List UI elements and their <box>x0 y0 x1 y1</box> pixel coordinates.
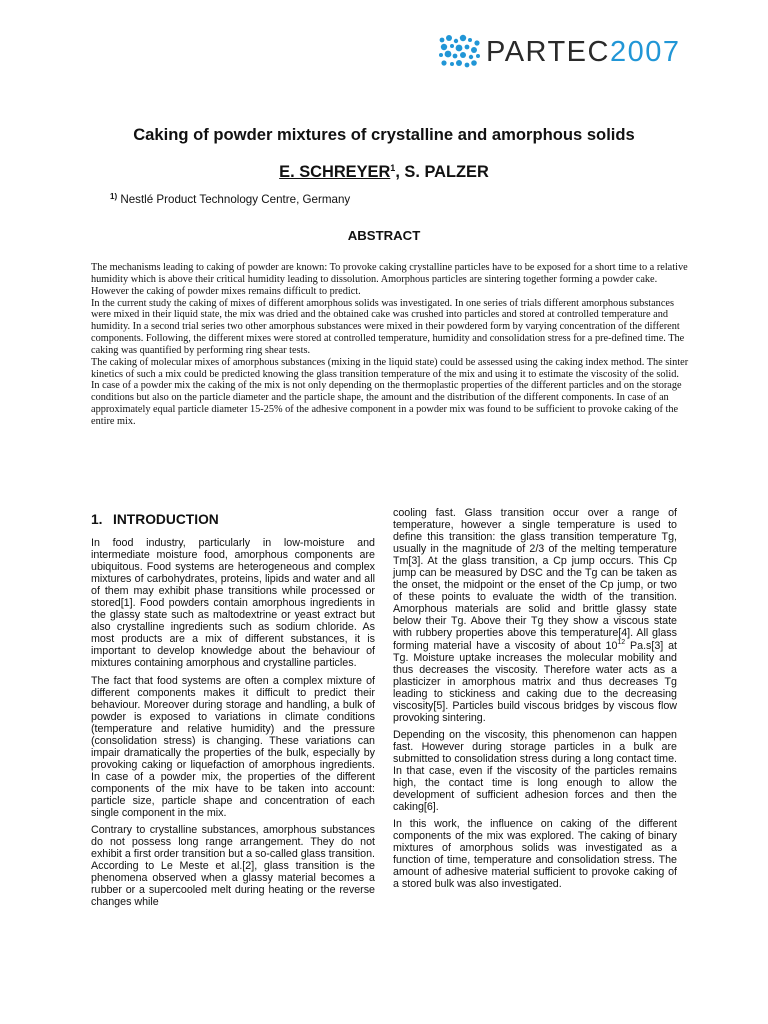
author-first: E. SCHREYER <box>279 163 391 181</box>
body-paragraph: The fact that food systems are often a complex mixture of different components makes it difficult to predict their behaviour. Moreover during storage and handling, a bulk of powder is exposed to variations in climate conditions (temperature and relative humidity) and the pressure (consolidation stress) is changing. These variations can impair dramatically the properties of the bulk, especially by provoking caking or liquefaction of amorphous ingredients. In case of a powder mix, the properties of the different components of the mix have to be taken into account: particle size, particle shape and concentration of each single component in the mix. <box>91 674 375 820</box>
body-paragraph: Depending on the viscosity, this phenomenon can happen fast. However during storage particles in a bulk are submitted to consolidation stress during a long contact time. In that case, even if the viscosity of the particles remains high, the contact time is long enough to allow the development of sufficient adhesion forces and then the caking[6]. <box>393 728 677 814</box>
abstract-heading: ABSTRACT <box>347 228 421 243</box>
body-text: Pa.s[3] at Tg. Moisture uptake increases the molecular mobility and thus decreases the viscosity. Therefore water acts as a plasticizer in amorphous matrix and thus decreases Tg leading to stickiness and caking due to the decreasing viscosity[5]. Particles build viscous bridges by viscous flow provoking sintering. <box>393 639 677 724</box>
abstract-paragraph: The mechanisms leading to caking of powder are known: To provoke caking crystalline particles have to be exposed for a short time to a relative humidity which is above their critical humidity leading to dissolution. Amorphous particles are sintering together forming a powder cake. However the caking of powder mixes remains difficult to predict. <box>91 262 688 297</box>
abstract-body <box>91 262 689 428</box>
conference-logo <box>438 34 736 70</box>
section-heading-introduction <box>91 512 375 528</box>
logo-name: PARTEC <box>486 35 610 68</box>
body-paragraph: In food industry, particularly in low-moisture and intermediate moisture food, amorphous components are ubiquitous. Food systems are heterogeneous and complex mixtures of carbohydrates, proteins, lipids and water and all of them may exhibit phase transitions while processed or stored[1]. Food powders contain amorphous ingredients in the glassy state such as maltodextrine or yeast extract but also crystalline ingredients such as sodium chloride. As most products are a mix of different substances, it is important to develop knowledge about the behaviour of mixtures containing amorphous and crystalline particles. <box>91 537 375 670</box>
column-right <box>393 507 677 895</box>
abstract-paragraph: The caking of molecular mixes of amorphous substances (mixing in the liquid state) could be assessed using the caking index method. The sinter kinetics of such a mix could be predicted knowing the glass transition temperature of the mix and using it to estimate the viscosity of the solid. <box>91 356 689 380</box>
body-paragraph: Contrary to crystalline substances, amorphous substances do not possess long range arrangement. They do not exhibit a first order transition but a so-called glass transition. According to Le Meste et al.[2], glass transition is the phenomena observed when a glassy material becomes a rubber or a supercooled melt during heating or the reverse changes while <box>91 824 375 909</box>
author-second: S. PALZER <box>404 163 489 181</box>
author-first-affiliation-mark: 1 <box>390 163 396 173</box>
affiliation-text: Nestlé Product Technology Centre, Germany <box>117 193 351 206</box>
body-paragraph <box>393 507 677 724</box>
author-line <box>0 163 768 182</box>
body-paragraph: In this work, the influence on caking of the different components of the mix was explored. The caking of binary mixtures of amorphous solids was investigated as a function of time, temperature and consolidation stress. The amount of adhesive material sufficient to provoke caking of a stored bulk was also investigated. <box>393 818 677 891</box>
affiliation <box>110 192 350 206</box>
affiliation-mark: 1) <box>110 192 118 201</box>
logo-wordmark <box>486 36 680 69</box>
abstract-paragraph: In case of a powder mix the caking of the mix is not only depending on the thermoplastic properties of the different particles and on the storage conditions but also on the particle diameter and the particle shape, the amount and the distribution of the different components. In case of an approximately equal particle diameter 15-25% of the adhesive component in a powder mix was found to be sufficient to provoke caking of the entire mix. <box>91 380 682 427</box>
section-title: INTRODUCTION <box>113 512 219 527</box>
author-separator: , <box>395 163 405 181</box>
section-number: 1. <box>91 512 103 527</box>
body-text: cooling fast. Glass transition occur over a range of temperature, however a single temperature is used to define this transition: the glass transition temperature Tg, usually in the magnitude of 2/3 of the melting temperature Tm[3]. At the glass transition, a Cp jump occurs. This Cp jump can be measured by DSC and the Tg can be taken as the onset, the midpoint or the enset of the Cp jump, or two of these points to evaluate the width of the transition. Amorphous materials are solid and brittle glassy state below their Tg. Above their Tg they show a viscous state with rubbery properties above this temperature[4]. All glass forming material have a viscosity of about 10 <box>393 507 677 652</box>
abstract-paragraph: In the current study the caking of mixes of different amorphous solids was investigated. In one series of trials different amorphous substances were mixed in their liquid state, the mix was dried and the obtained cake was crushed into particles and stored at controlled temperature and humidity. In a second trial series two other amorphous substances were mixed in their powdered form by varying concentration of the different components. Following, the different mixes were stored at controlled temperature, humidity and consolidation stress for a pre-defined time. The caking was quantified by performing ring shear tests. <box>91 297 685 356</box>
partec-logo-icon <box>438 34 482 70</box>
logo-year: 2007 <box>609 35 681 68</box>
column-left <box>91 512 375 913</box>
exponent: 12 <box>617 638 626 646</box>
paper-title: Caking of powder mixtures of crystalline and amorphous solids <box>133 125 635 144</box>
